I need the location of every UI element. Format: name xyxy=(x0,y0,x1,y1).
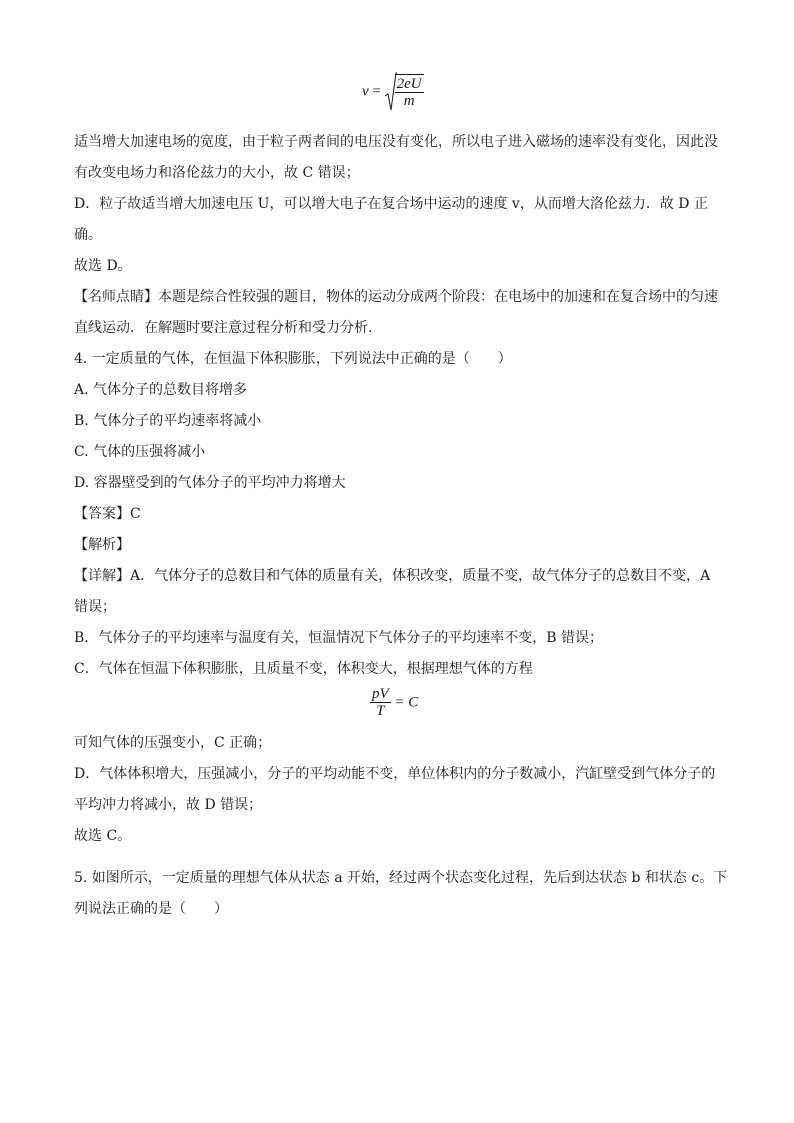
option-a: A. 气体分子的总数目将增多 xyxy=(74,382,248,398)
detail-line: 可知气体的压强变小，C 正确； xyxy=(74,735,272,751)
gas-fraction xyxy=(370,686,391,720)
detail-line: B．气体分子的平均速率与温度有关，恒温情况下气体分子的平均速率不变，B 错误； xyxy=(74,630,604,646)
eq-gas-rhs: = C xyxy=(394,694,419,711)
detail-line: C．气体在恒温下体积膨胀，且质量不变，体积变大，根据理想气体的方程 xyxy=(74,661,533,677)
eq-gas-denominator: T xyxy=(376,703,385,719)
question-5: 5. 如图所示，一定质量的理想气体从状态 a 开始，经过两个状态变化过程，先后到达状态 b 和状态 c。下 xyxy=(74,870,728,886)
sqrt-fraction xyxy=(395,74,424,110)
option-d: D. 容器壁受到的气体分子的平均冲力将增大 xyxy=(74,475,346,491)
sqrt-group xyxy=(385,74,424,110)
detail-line: 故选 C。 xyxy=(74,828,132,844)
eq-velocity-lhs: v xyxy=(362,83,369,100)
analysis-label: 【解析】 xyxy=(74,537,130,553)
eq-velocity-denominator: m xyxy=(403,93,415,109)
sqrt-sign-icon xyxy=(385,72,397,112)
velocity-equation xyxy=(362,74,424,110)
eq-gas-numerator: pV xyxy=(372,686,389,702)
detail-line: 平均冲力将减小，故 D 错误； xyxy=(74,797,263,813)
eq-velocity-equals: = xyxy=(372,83,381,100)
text-line: 适当增大加速电场的宽度，由于粒子两者间的电压没有变化，所以电子进入磁场的速率没有变化，因此没 xyxy=(74,134,718,150)
answer-label: 【答案】C xyxy=(74,506,141,522)
eq-velocity-numerator: 2eU xyxy=(396,76,422,92)
detail-line: D．气体体积增大，压强减小，分子的平均动能不变，单位体积内的分子数减小，汽缸壁受到气体分子的 xyxy=(74,766,716,782)
detail-line: 【详解】A．气体分子的总数目和气体的质量有关，体积改变，质量不变，故气体分子的总数目不变，A xyxy=(74,568,711,584)
option-b: B. 气体分子的平均速率将减小 xyxy=(74,413,262,429)
gas-equation xyxy=(370,686,418,720)
text-line: D．粒子故适当增大加速电压 U，可以增大电子在复合场中运动的速度 v，从而增大洛伦兹力．故 D 正 xyxy=(74,196,708,212)
detail-line: 错误； xyxy=(74,599,116,615)
text-line: 有改变电场力和洛伦兹力的大小，故 C 错误； xyxy=(74,165,360,181)
teacher-tip: 【名师点睛】本题是综合性较强的题目，物体的运动分成两个阶段：在电场中的加速和在复合场中的匀速 xyxy=(74,289,718,305)
text-line: 直线运动．在解题时要注意过程分析和受力分析. xyxy=(74,320,373,336)
option-c: C. 气体的压强将减小 xyxy=(74,444,206,460)
text-line: 故选 D。 xyxy=(74,258,132,274)
question-5-cont: 列说法正确的是（ ） xyxy=(74,901,228,917)
question-4: 4. 一定质量的气体，在恒温下体积膨胀，下列说法中正确的是（ ） xyxy=(74,351,512,367)
text-line: 确。 xyxy=(74,227,102,243)
